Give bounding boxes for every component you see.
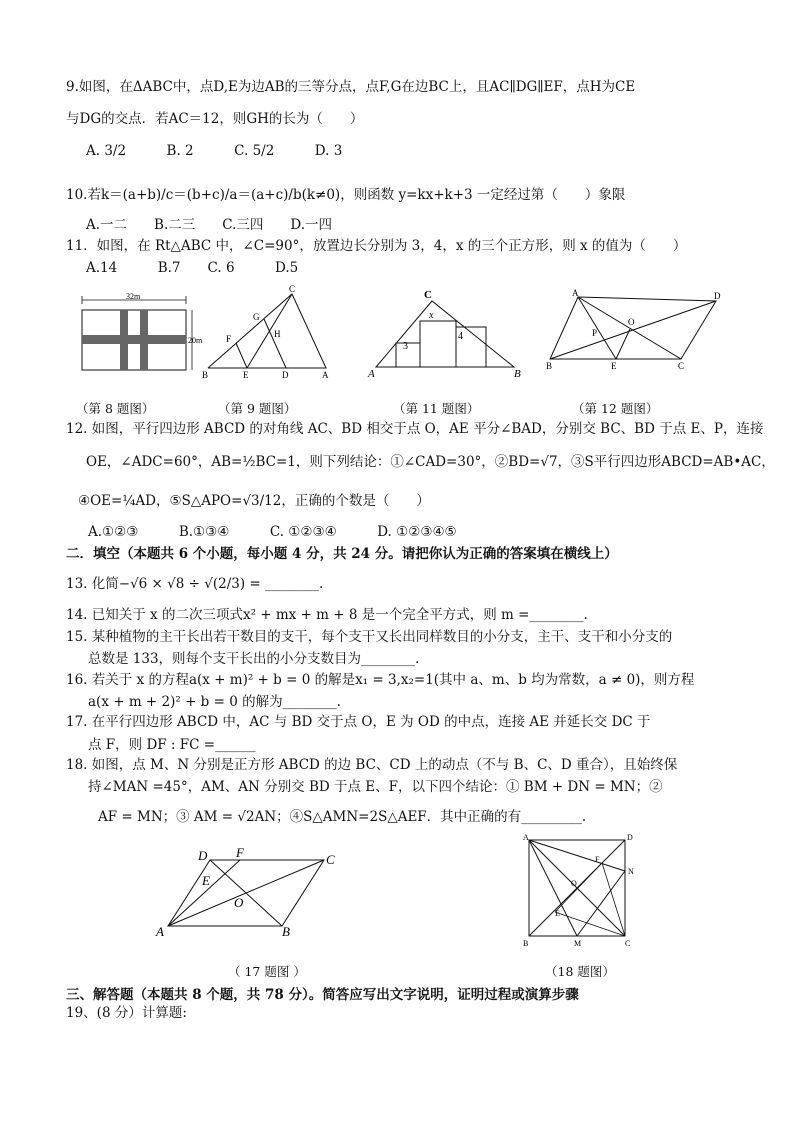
figure-17 <box>146 843 346 943</box>
fig11-label-c: C <box>424 289 432 301</box>
fig9-label-h: H <box>274 329 281 339</box>
fig11-label-x: x <box>429 310 434 321</box>
fig17-label-d: D <box>198 848 208 863</box>
q16-line1: 16. 若关于 x 的方程a(x + m)² + b = 0 的解是x₁ = 3,x₂=1(其中 a、m、b 均为常数，a ≠ 0)，则方程 <box>66 672 695 688</box>
fig18-caption: （18 题图） <box>545 964 615 979</box>
fig17-label-o: O <box>234 895 244 910</box>
fig17-label-e: E <box>202 873 210 888</box>
q9-line1: 9.如图，在ΔABC中，点D,E为边AB的三等分点，点F,G在边BC上，且AC∥DG∥EF，点H为CE <box>66 79 636 95</box>
fig18-label-b: B <box>523 939 529 948</box>
q13: 13. 化简−√6 × √8 ÷ √(2/3) = ________. <box>66 576 324 592</box>
fig18-label-a: A <box>523 833 529 842</box>
q12-options: A.①②③ B.①③④ C. ①②③④ D. ①②③④⑤ <box>88 524 457 540</box>
fig12-label-e: E <box>611 361 617 371</box>
fig12-caption: （第 12 题图） <box>572 401 659 416</box>
fig17-label-a: A <box>156 924 164 939</box>
fig18-label-f: F <box>595 855 600 864</box>
fig9-label-d: D <box>282 370 289 380</box>
q15-line2: 总数是 133，则每个支干长出的小分支数目为________. <box>88 651 420 667</box>
fig12-label-d: D <box>714 291 721 301</box>
fig17-caption: （ 17 题图 ） <box>228 964 306 979</box>
fig18-label-m: M <box>574 939 582 948</box>
fig12-label-a: A <box>572 288 579 298</box>
q19: 19、(8 分）计算题: <box>66 1005 187 1021</box>
fig18-label-c: C <box>625 939 631 948</box>
q11-line1: 11．如图，在 Rt△ABC 中，∠C=90°，放置边长分别为 3，4，x 的三个正方形，则 x 的值为（ ） <box>66 238 687 254</box>
fig11-caption: （第 11 题图） <box>393 401 480 416</box>
fig12-label-b: B <box>546 361 553 371</box>
fig11-label-b: B <box>514 368 521 380</box>
q12-line2: OE，∠ADC=60°，AB=½BC=1，则下列结论：①∠CAD=30°，②BD=√7，③S平行四边形ABCD=AB•AC， <box>86 454 775 470</box>
fig17-label-c: C <box>326 852 335 867</box>
q15-line1: 15. 某种植物的主干长出若干数目的支干，每个支干又长出同样数目的小分支，主干、支干和小分支的 <box>66 629 673 645</box>
q16-line2: a(x + m + 2)² + b = 0 的解为________. <box>88 694 341 710</box>
q18-line1: 18. 如图，点 M、N 分别是正方形 ABCD 的边 BC、CD 上的动点（不与 B、C、D 重合），且始终保 <box>66 757 678 773</box>
fig9-label-c: C <box>289 284 296 294</box>
fig8-height-label: 20m <box>188 336 203 345</box>
fig17-label-f: F <box>236 845 244 860</box>
q11-options: A.14 B.7 C. 6 D.5 <box>86 260 299 276</box>
q9-options: A. 3/2 B. 2 C. 5/2 D. 3 <box>86 143 343 159</box>
fig12-label-c: C <box>678 361 685 371</box>
fig11-label-4: 4 <box>458 331 463 342</box>
fig18-label-o: O <box>571 879 577 888</box>
q17-line1: 17. 在平行四边形 ABCD 中，AC 与 BD 交于点 O，E 为 OD 的中点，连接 AE 并延长交 DC 于 <box>66 714 651 730</box>
q18-line3: AF = MN；③ AM = √2AN；④S△AMN=2S△AEF．其中正确的有_________. <box>98 809 587 825</box>
q10-line1: 10.若k＝(a+b)/c＝(b+c)/a＝(a+c)/b(k≠0)，则函数 y=kx+k+3 一定经过第（ ）象限 <box>66 187 626 203</box>
figure-8 <box>76 290 211 390</box>
fig9-caption: （第 9 题图） <box>218 401 297 416</box>
fig12-label-o: O <box>628 317 635 327</box>
fig18-label-d: D <box>627 833 633 842</box>
section-3-heading: 三、解答题（本题共 8 个题，共 78 分）。简答应写出文字说明，证明过程或演算步骤 <box>66 987 579 1003</box>
fig8-caption: （第 8 题图） <box>76 401 155 416</box>
fig9-label-f: F <box>226 334 232 344</box>
fig8-width-label: 32m <box>126 292 141 301</box>
q14: 14. 已知关于 x 的二次三项式x² + mx + m + 8 是一个完全平方式，则 m =________. <box>66 607 588 623</box>
fig9-label-a: A <box>322 370 329 380</box>
figure-18 <box>518 832 643 954</box>
q18-line2: 持∠MAN =45°，AM、AN 分别交 BD 于点 E、F，以下四个结论：① BM + DN = MN；② <box>88 779 663 795</box>
fig9-label-g: G <box>253 312 260 322</box>
fig9-label-b: B <box>202 370 209 380</box>
figure-9 <box>196 282 341 382</box>
q9-line2: 与DG的交点．若AC＝12，则GH的长为（ ） <box>66 111 364 127</box>
fig18-label-e: E <box>555 909 560 918</box>
section-2-heading: 二．填空（本题共 6 个小题，每小题 4 分，共 24 分。请把你认为正确的答案填在横线上） <box>66 546 618 562</box>
q12-line3: ④OE=¼AD，⑤S△APO=√3/12，正确的个数是（ ） <box>78 493 430 509</box>
q10-options: A.一二 B.二三 C.三四 D.一四 <box>86 217 333 233</box>
figure-12 <box>546 285 731 375</box>
fig9-label-e: E <box>243 370 249 380</box>
fig17-label-b: B <box>282 924 290 939</box>
fig11-label-a: A <box>368 368 375 380</box>
fig12-label-p: P <box>592 328 598 338</box>
q17-line2: 点 F，则 DF : FC =______ <box>88 737 256 753</box>
fig18-label-n: N <box>628 867 634 876</box>
q12-line1: 12. 如图，平行四边形 ABCD 的对角线 AC、BD 相交于点 O，AE 平分∠BAD，分别交 BC、BD 于点 E、P，连接 <box>66 421 764 437</box>
fig11-label-3: 3 <box>403 341 408 352</box>
figure-11 <box>366 285 536 380</box>
